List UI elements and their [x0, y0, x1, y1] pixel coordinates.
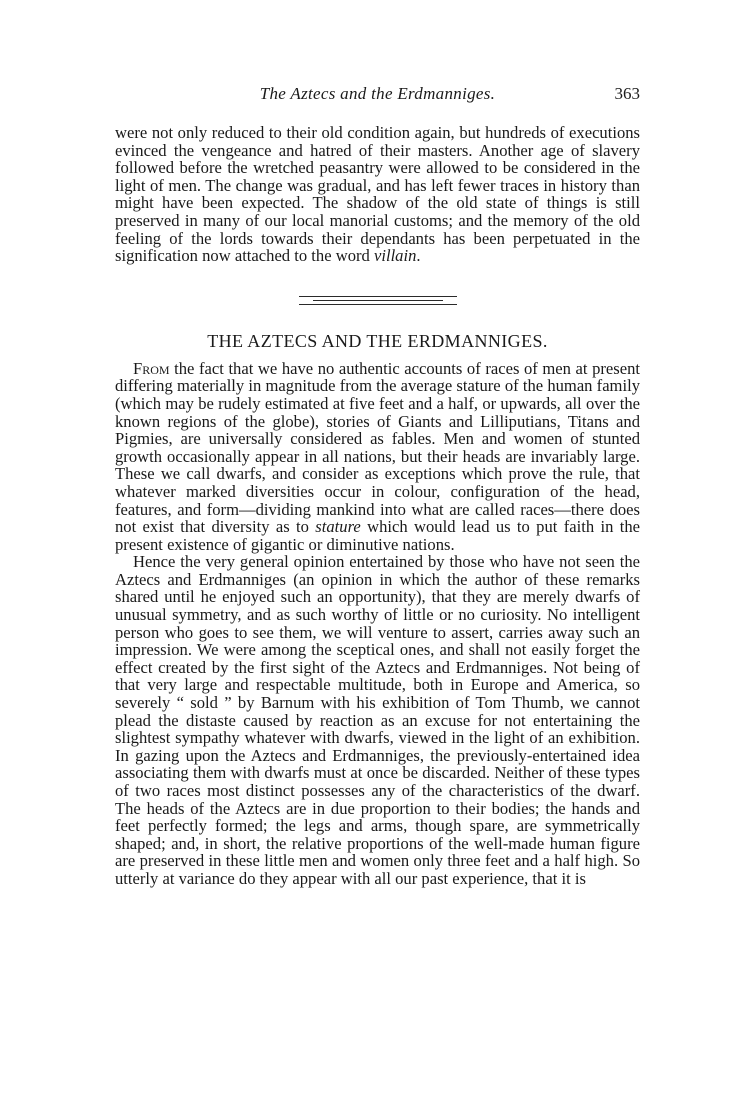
paragraph-2-end: which would lead us to put faith in the present existence of gigantic or diminutive nations. — [115, 517, 640, 554]
book-page — [115, 84, 640, 888]
section-title: THE AZTECS AND THE ERDMANNIGES. — [207, 330, 548, 351]
paragraph-1-text: were not only reduced to their old condition again, but hundreds of executions evinced the vengeance and hatred of their masters. Another age of slavery followed before the wretched peasantry were allowed to be considered in the light of men. The change was gradual, and has left fewer traces in history than might have been expected. The shadow of the old state of things is still preserved in many of our local manorial customs; and the memory of the old feeling of the lords towards their dependants has been perpetuated in the signification now attached to the word — [115, 123, 640, 266]
paragraph-2 — [115, 360, 640, 554]
divider-rule-middle — [313, 300, 443, 301]
paragraph-continued — [115, 124, 640, 265]
paragraph-1-end: . — [416, 246, 421, 266]
italic-word-stature: stature — [315, 517, 361, 537]
divider-rule-top — [299, 296, 457, 297]
section-divider — [299, 296, 457, 305]
page-number: 363 — [614, 84, 640, 103]
paragraph-2-text: the fact that we have no authentic accounts of races of men at present differing materially in magnitude from the average stature of the human family (which may be rudely estimated at five feet and a half, or upwards, all over the known regions of the globe), stories of Giants and Lilliputians, Titans and Pigmies, are universally considered as fables. Men and women of stunted growth occasionally appear in all nations, but their heads are invariably large. These we call dwarfs, and consider as exceptions which prove the rule, that whatever marked diversities occur in colour, configuration of the head, features, and form—dividing mankind into what are called races—there does not exist that diversity as to — [115, 358, 640, 537]
paragraph-3: Hence the very general opinion entertained by those who have not seen the Aztecs and Erdmanniges (an opinion in which the author of these remarks shared until he enjoyed such an opportunity), that they are merely dwarfs of unusual symmetry, and as such worthy of little or no curiosity. No intelligent person who goes to see them, we will venture to assert, carries away such an impression. We were among the sceptical ones, and shall not easily forget the effect created by the first sight of the Aztecs and Erdmanniges. Not being of that very large and respectable multitude, both in Europe and America, so severely “ sold ” by Barnum with his exhibition of Tom Thumb, we cannot plead the distaste caused by reaction as an excuse for not entertaining the slightest sympathy whatever with dwarfs, viewed in the light of an exhibition. In gazing upon the Aztecs and Erdmanniges, the previously-entertained idea associating them with dwarfs must at once be discarded. Neither of these types of two races most distinct possesses any of the characteristics of the dwarf. The heads of the Aztecs are in due proportion to their bodies; the hands and feet perfectly formed; the legs and arms, though spare, are symmetrically shaped; and, in short, the relative proportions of the well-made human figure are preserved in these little men and women only three feet and a half high. So utterly at variance do they appear with all our past experience, that it is — [115, 552, 640, 888]
italic-word-villain: villain — [373, 246, 417, 266]
paragraph-2-lead: From — [133, 358, 170, 378]
running-title: The Aztecs and the Erdmanniges. — [259, 84, 496, 103]
running-head — [115, 84, 640, 112]
divider-rule-bottom — [299, 304, 457, 305]
